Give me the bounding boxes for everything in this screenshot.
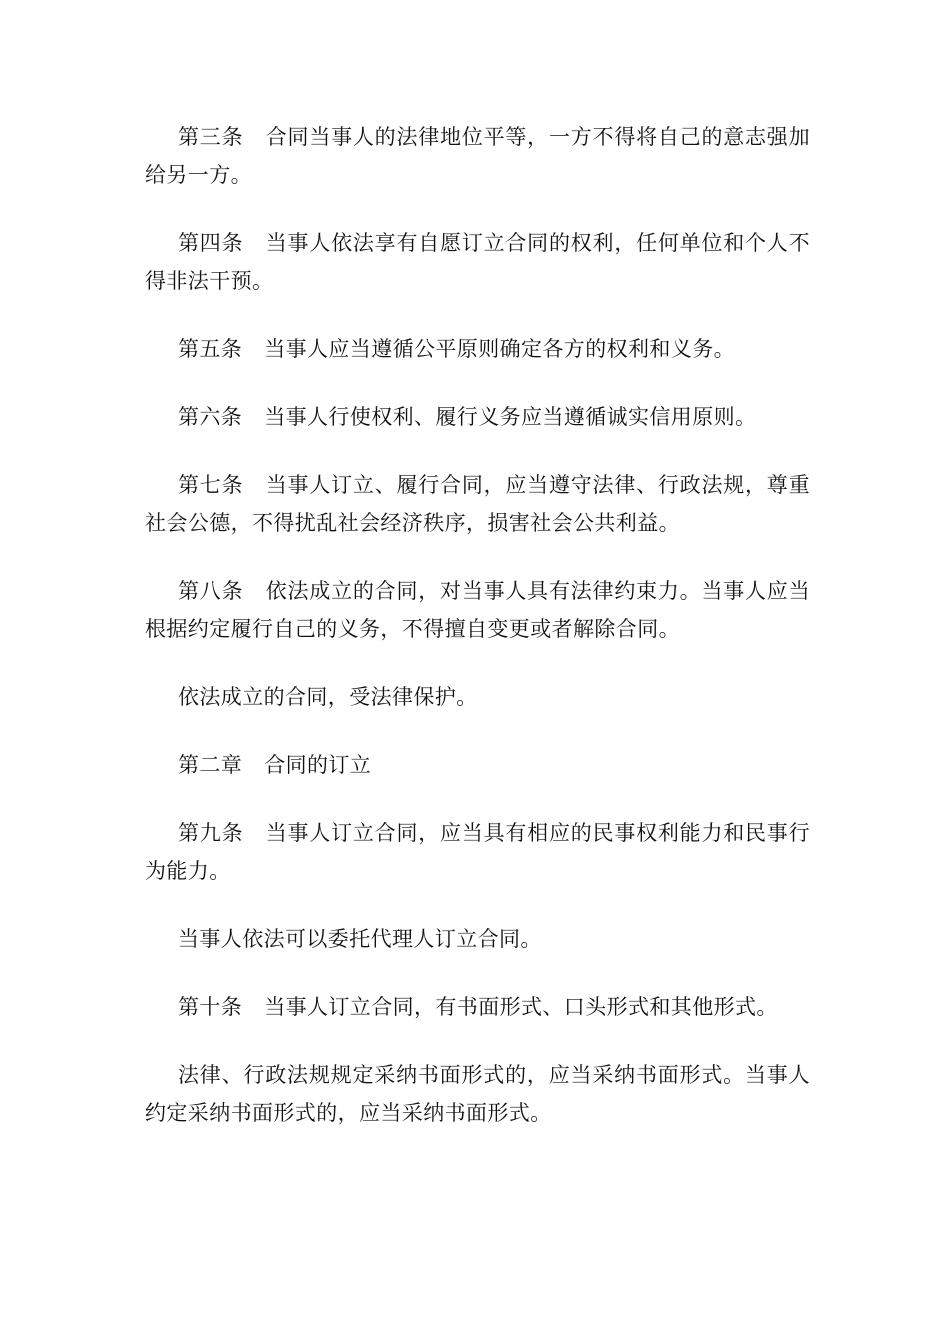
article-text: 依法成立的合同，对当事人具有法律约束力。当事人应当根据约定履行自己的义务，不得擅自变更或者解除合同。	[145, 579, 810, 641]
article-text: 当事人应当遵循公平原则确定各方的权利和义务。	[264, 337, 736, 361]
article-label: 第四条	[178, 231, 244, 255]
article-label: 第六条	[178, 405, 243, 429]
article-label: 第五条	[178, 337, 243, 361]
article-label: 第九条	[178, 821, 244, 845]
article-6	[145, 398, 810, 436]
article-label: 第十条	[178, 995, 243, 1019]
article-9-clause-2	[145, 920, 810, 958]
article-label: 第八条	[178, 579, 244, 603]
article-text: 合同当事人的法律地位平等，一方不得将自己的意志强加给另一方。	[145, 125, 810, 187]
article-3	[145, 118, 810, 194]
chapter-label: 第二章	[178, 753, 243, 777]
article-4	[145, 224, 810, 300]
article-10-clause-2	[145, 1056, 810, 1132]
article-8	[145, 572, 810, 648]
chapter-heading	[145, 746, 810, 784]
paragraph-text: 依法成立的合同，受法律保护。	[178, 685, 478, 709]
chapter-title: 合同的订立	[264, 753, 372, 777]
article-text: 当事人依法享有自愿订立合同的权利，任何单位和个人不得非法干预。	[145, 231, 810, 293]
article-8-clause-2	[145, 678, 810, 716]
article-text: 当事人订立合同，应当具有相应的民事权利能力和民事行为能力。	[145, 821, 810, 883]
article-7	[145, 466, 810, 542]
article-label: 第三条	[178, 125, 244, 149]
document-page	[145, 118, 810, 1132]
article-5	[145, 330, 810, 368]
paragraph-text: 法律、行政法规规定采纳书面形式的，应当采纳书面形式。当事人约定采纳书面形式的，应当采纳书面形式。	[145, 1063, 810, 1125]
article-text: 当事人行使权利、履行义务应当遵循诚实信用原则。	[264, 405, 757, 429]
article-10	[145, 988, 810, 1026]
article-9	[145, 814, 810, 890]
article-label: 第七条	[178, 473, 244, 497]
article-text: 当事人订立、履行合同，应当遵守法律、行政法规，尊重社会公德，不得扰乱社会经济秩序，损害社会公共利益。	[145, 473, 810, 535]
paragraph-text: 当事人依法可以委托代理人订立合同。	[178, 927, 542, 951]
article-text: 当事人订立合同，有书面形式、口头形式和其他形式。	[264, 995, 778, 1019]
